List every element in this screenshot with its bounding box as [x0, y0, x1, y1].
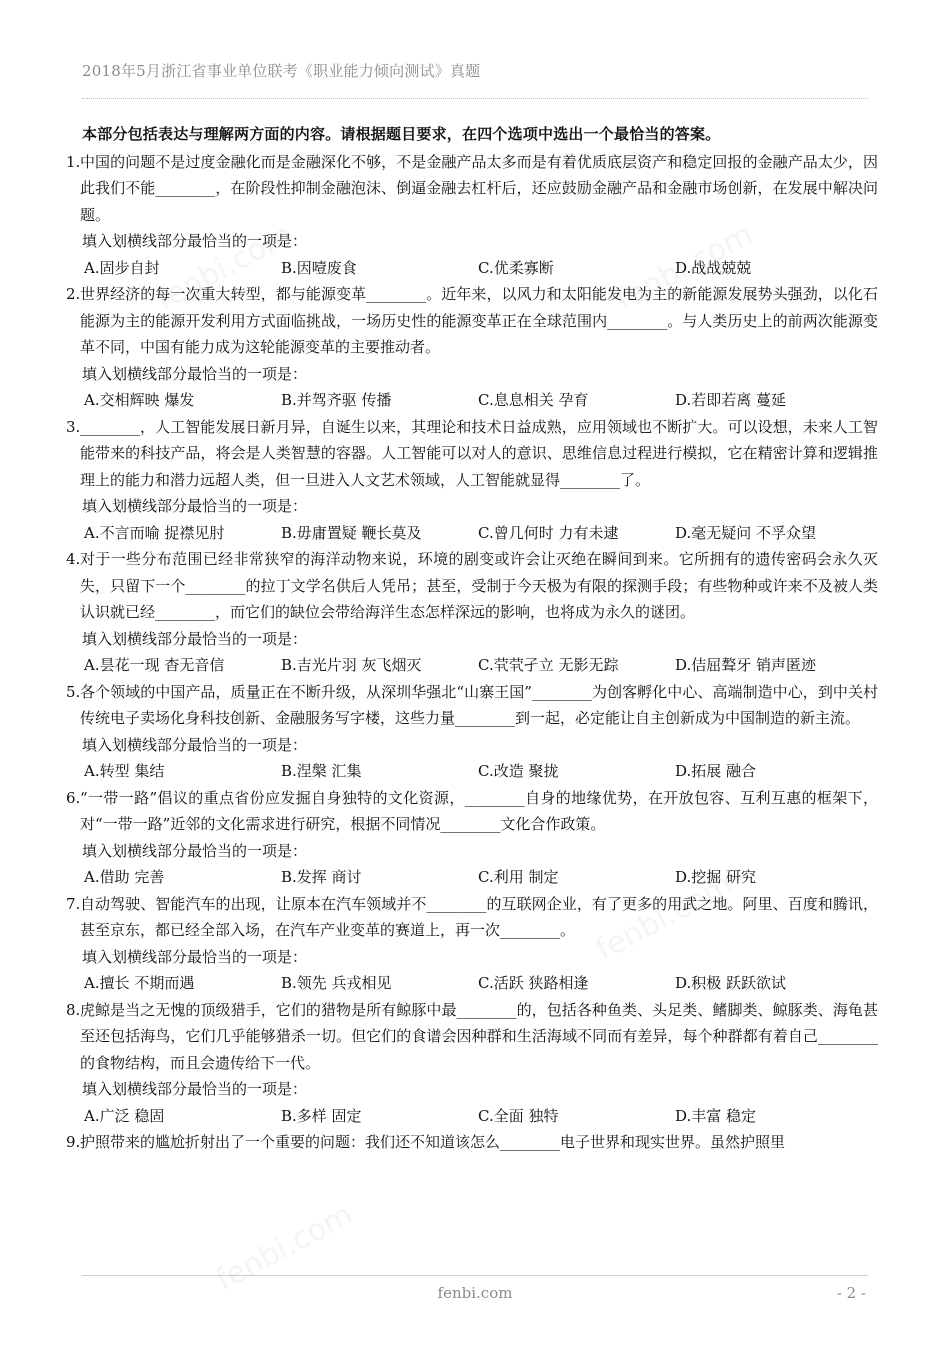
- question-number: 3.: [66, 417, 81, 436]
- question-prompt: 填入划横线部分最恰当的一项是：: [82, 1080, 308, 1098]
- answer-option: B.领先 兵戎相见: [281, 974, 392, 992]
- question-number: 9.: [66, 1133, 81, 1151]
- question-text-block: [66, 546, 878, 626]
- answer-option: C.茕茕孑立 无影无踪: [478, 656, 619, 674]
- answer-options: [66, 652, 878, 679]
- question-prompt: 填入划横线部分最恰当的一项是：: [82, 947, 308, 966]
- answer-option: C.优柔寡断: [478, 258, 554, 277]
- answer-option: A.转型 集结: [84, 762, 165, 780]
- question-number: 8.: [66, 1000, 81, 1019]
- answer-options: [66, 864, 878, 891]
- question-block: [66, 997, 878, 1130]
- question-stem: ________，人工智能发展日新月异，自诞生以来，其理论和技术日益成熟，应用领域也不断扩大。可以设想，未来人工智能带来的科技产品，将会是人类智慧的容器。人工智能可以对人的意识、思维信息过程进行模拟，它在精密计算和逻辑推理上的能力和潜力远超人类，但一旦进入人文艺术领域，人工智能就显得________了。: [80, 417, 878, 489]
- answer-option: A.不言而喻 捉襟见肘: [84, 523, 225, 542]
- section-instructions: 本部分包括表达与理解两方面的内容。请根据题目要求，在四个选项中选出一个最恰当的答案。: [82, 125, 721, 143]
- answer-option: B.涅槃 汇集: [281, 762, 362, 780]
- answer-options: [66, 970, 878, 997]
- page-header-title: 2018年5月浙江省事业单位联考《职业能力倾向测试》真题: [82, 62, 481, 80]
- answer-options: [66, 758, 878, 785]
- question-number: 2.: [66, 285, 81, 303]
- answer-option: A.借助 完善: [84, 868, 165, 886]
- question-stem: 对于一些分布范围已经非常狭窄的海洋动物来说，环境的剧变或许会让灭绝在瞬间到来。它所拥有的遗传密码会永久灭失，只留下一个________的拉丁文学名供后人凭吊；甚至，受制于今天极为有限的探测手段；有些物种或许来不及被人类认识就已经________，而它们的缺位会带给海洋生态怎样深远的影响，也将成为永久的谜团。: [80, 550, 878, 621]
- answer-option: D.佶屈聱牙 销声匿迹: [675, 656, 817, 674]
- answer-option: A.擅长 不期而遇: [84, 974, 195, 992]
- answer-option: B.毋庸置疑 鞭长莫及: [281, 523, 422, 542]
- question-stem: 中国的问题不是过度金融化而是金融深化不够，不是金融产品太多而是有着优质底层资产和稳定回报的金融产品太少，因此我们不能________，在阶段性抑制金融泡沫、倒逼金融去杠杆后，还应鼓励金融产品和金融市场创新，在发展中解决问题。: [80, 152, 878, 224]
- answer-option: A.昙花一现 杳无音信: [84, 656, 225, 674]
- question-text-block: [66, 414, 878, 494]
- question-block: [66, 414, 878, 547]
- answer-option: D.挖掘 研究: [675, 868, 757, 886]
- answer-option: D.毫无疑问 不孚众望: [675, 523, 817, 542]
- answer-option: C.改造 聚拢: [478, 762, 559, 780]
- question-prompt: 填入划横线部分最恰当的一项是：: [82, 841, 308, 860]
- question-block: [66, 891, 878, 997]
- question-prompt: 填入划横线部分最恰当的一项是：: [82, 364, 308, 383]
- question-stem: 各个领域的中国产品，质量正在不断升级，从深圳华强北“山寨王国”________为创客孵化中心、高端制造中心，到中关村传统电子卖场化身科技创新、金融服务写字楼，这些力量________到一起，必定能让自主创新成为中国制造的新主流。: [80, 682, 878, 727]
- answer-option: C.活跃 狭路相逢: [478, 974, 589, 992]
- answer-option: D.若即若离 蔓延: [675, 391, 787, 409]
- answer-option: D.战战兢兢: [675, 258, 752, 277]
- answer-option: A.固步自封: [84, 258, 160, 277]
- answer-options: [66, 520, 878, 547]
- question-text-block: [66, 1129, 878, 1156]
- answer-option: B.发挥 商讨: [281, 868, 362, 886]
- question-prompt: 填入划横线部分最恰当的一项是：: [82, 629, 308, 648]
- question-number: 5.: [66, 682, 81, 701]
- answer-option: C.利用 制定: [478, 868, 559, 886]
- question-list: [66, 149, 878, 1156]
- question-number: 7.: [66, 894, 81, 913]
- question-number: 6.: [66, 788, 81, 807]
- question-block: [66, 679, 878, 785]
- question-text-block: [66, 891, 878, 944]
- questions-section: [66, 121, 878, 1156]
- footer-divider: [82, 1275, 868, 1276]
- question-text-block: [66, 149, 878, 229]
- question-block: [66, 149, 878, 282]
- answer-option: C.曾几何时 力有未逮: [478, 523, 619, 542]
- answer-option: D.积极 跃跃欲试: [675, 974, 787, 992]
- answer-option: B.多样 固定: [281, 1106, 362, 1125]
- question-block: [66, 546, 878, 679]
- answer-option: A.广泛 稳固: [84, 1106, 165, 1125]
- page-number: - 2 -: [836, 1284, 866, 1302]
- question-stem: 世界经济的每一次重大转型，都与能源变革________。近年来，以风力和太阳能发电为主的新能源发展势头强劲，以化石能源为主的能源开发利用方式面临挑战，一场历史性的能源变革正在全球范围内________。与人类历史上的前两次能源变革不同，中国有能力成为这轮能源变革的主要推动者。: [80, 285, 878, 356]
- answer-option: C.全面 独特: [478, 1106, 559, 1125]
- answer-option: B.吉光片羽 灰飞烟灭: [281, 656, 422, 674]
- answer-option: B.因噎废食: [281, 258, 357, 277]
- header-divider: [82, 98, 868, 99]
- question-block: [66, 281, 878, 414]
- question-stem: 自动驾驶、智能汽车的出现，让原本在汽车领域并不________的互联网企业，有了更多的用武之地。阿里、百度和腾讯，甚至京东，都已经全部入场，在汽车产业变革的赛道上，再一次________。: [80, 894, 878, 939]
- question-text-block: [66, 679, 878, 732]
- question-prompt: 填入划横线部分最恰当的一项是：: [82, 735, 308, 754]
- question-stem: “一带一路”倡议的重点省份应发掘自身独特的文化资源，________自身的地缘优势，在开放包容、互利互惠的框架下，对“一带一路”近邻的文化需求进行研究，根据不同情况________文化合作政策。: [80, 788, 878, 833]
- answer-option: A.交相辉映 爆发: [84, 391, 195, 409]
- answer-options: [66, 1103, 878, 1130]
- question-stem: 虎鲸是当之无愧的顶级猎手，它们的猎物是所有鲸豚中最________的，包括各种鱼类、头足类、鳍脚类、鲸豚类、海龟甚至还包括海鸟，它们几乎能够猎杀一切。但它们的食谱会因种群和生活海域不同而有差异，每个种群都有着自己________的食物结构，而且会遗传给下一代。: [80, 1000, 878, 1072]
- answer-option: C.息息相关 孕育: [478, 391, 589, 409]
- question-number: 4.: [66, 550, 81, 568]
- question-text-block: [66, 281, 878, 361]
- question-number: 1.: [66, 152, 81, 171]
- answer-options: [66, 387, 878, 414]
- watermark: [211, 1197, 359, 1298]
- answer-option: B.并驾齐驱 传播: [281, 391, 392, 409]
- answer-options: [66, 255, 878, 282]
- question-prompt: 填入划横线部分最恰当的一项是：: [82, 497, 308, 515]
- question-block: [66, 785, 878, 891]
- question-text-block: [66, 785, 878, 838]
- question-stem: 护照带来的尴尬折射出了一个重要的问题：我们还不知道该怎么________电子世界和现实世界。虽然护照里: [80, 1133, 786, 1151]
- question-block: [66, 1129, 878, 1156]
- footer-site: fenbi.com: [437, 1284, 513, 1302]
- question-prompt: 填入划横线部分最恰当的一项是：: [82, 232, 308, 250]
- question-text-block: [66, 997, 878, 1077]
- answer-option: D.丰富 稳定: [675, 1106, 757, 1125]
- answer-option: D.拓展 融合: [675, 762, 757, 780]
